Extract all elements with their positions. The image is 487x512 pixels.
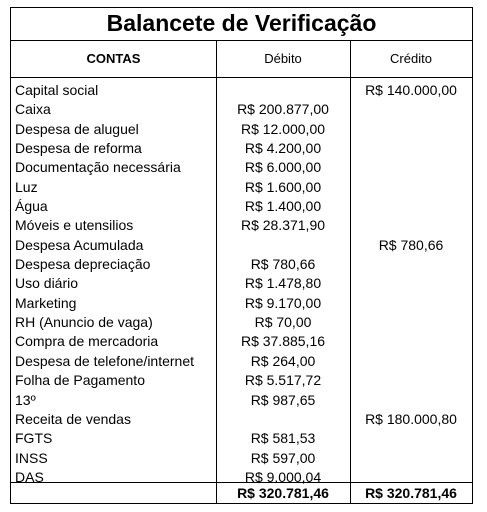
account-name: Luz: [15, 178, 38, 195]
table-row: [11, 216, 472, 235]
debit-value: R$ 200.877,00: [237, 101, 329, 118]
debit-value: R$ 6.000,00: [244, 159, 322, 176]
account-name: Despesa de reforma: [15, 140, 142, 157]
table-row: [11, 197, 472, 216]
account-name: Capital social: [15, 82, 99, 98]
table-row: [11, 81, 472, 100]
account-name: DAS: [15, 468, 44, 485]
table-row: [11, 294, 472, 313]
account-name: Despesa de telefone/internet: [15, 352, 195, 369]
debit-value: R$ 1.600,00: [244, 178, 322, 195]
credit-value: R$ 140.000,00: [365, 82, 457, 98]
table-row: [11, 352, 472, 371]
debit-value: R$ 5.517,72: [244, 372, 322, 389]
account-name: Água: [15, 198, 48, 215]
debit-value: R$ 37.885,16: [240, 333, 326, 350]
account-name: Receita de vendas: [15, 410, 131, 427]
table-row: [11, 371, 472, 390]
header-contas: CONTAS: [11, 40, 216, 78]
table-body: [11, 81, 472, 487]
account-name: Folha de Pagamento: [15, 372, 145, 389]
table-row: [11, 391, 472, 410]
credit-value: R$ 180.000,80: [365, 410, 457, 427]
header-credito: Crédito: [350, 40, 472, 78]
debit-value: R$ 12.000,00: [240, 120, 326, 137]
table-row: [11, 158, 472, 177]
account-name: FGTS: [15, 430, 53, 447]
table-row: [11, 313, 472, 332]
debit-value: R$ 780,66: [250, 256, 316, 273]
debit-value: R$ 1.478,80: [244, 275, 322, 292]
table-title: Balancete de Verificação: [11, 8, 472, 41]
account-name: Despesa Acumulada: [15, 236, 144, 253]
debit-value: R$ 1.400,00: [244, 198, 322, 215]
account-name: RH (Anuncio de vaga): [15, 314, 153, 331]
table-row: [11, 100, 472, 119]
table-row: [11, 410, 472, 429]
account-name: Documentação necessária: [15, 159, 181, 176]
account-name: Compra de mercadoria: [15, 333, 159, 350]
table-row: [11, 274, 472, 293]
account-name: 13º: [15, 391, 36, 408]
debit-value: R$ 70,00: [254, 314, 312, 331]
debit-value: R$ 9.170,00: [244, 294, 322, 311]
table-row: [11, 332, 472, 351]
table-row: [11, 236, 472, 255]
total-debito: R$ 320.781,46: [237, 485, 329, 501]
account-name: INSS: [15, 449, 48, 466]
header-debito: Débito: [216, 40, 350, 78]
debit-value: R$ 4.200,00: [244, 140, 322, 157]
table-row: [11, 139, 472, 158]
debit-value: R$ 28.371,90: [240, 217, 326, 234]
account-name: Despesa depreciação: [15, 256, 151, 273]
table-row: [11, 255, 472, 274]
debit-value: R$ 987,65: [250, 391, 316, 408]
debit-value: R$ 581,53: [250, 430, 316, 447]
account-name: Caixa: [15, 101, 51, 118]
debit-value: R$ 264,00: [250, 352, 316, 369]
credit-value: R$ 780,66: [378, 236, 444, 253]
total-credito: R$ 320.781,46: [365, 485, 457, 501]
debit-value: R$ 597,00: [250, 449, 316, 466]
totals-row: [11, 482, 472, 504]
account-name: Uso diário: [15, 275, 79, 292]
account-name: Marketing: [15, 294, 77, 311]
trial-balance-table: [10, 7, 473, 504]
debit-value: R$ 9.000,04: [244, 468, 322, 485]
account-name: Móveis e utensilios: [15, 217, 134, 234]
table-row: [11, 120, 472, 139]
table-row: [11, 449, 472, 468]
table-row: [11, 178, 472, 197]
table-row: [11, 429, 472, 448]
account-name: Despesa de aluguel: [15, 120, 139, 137]
